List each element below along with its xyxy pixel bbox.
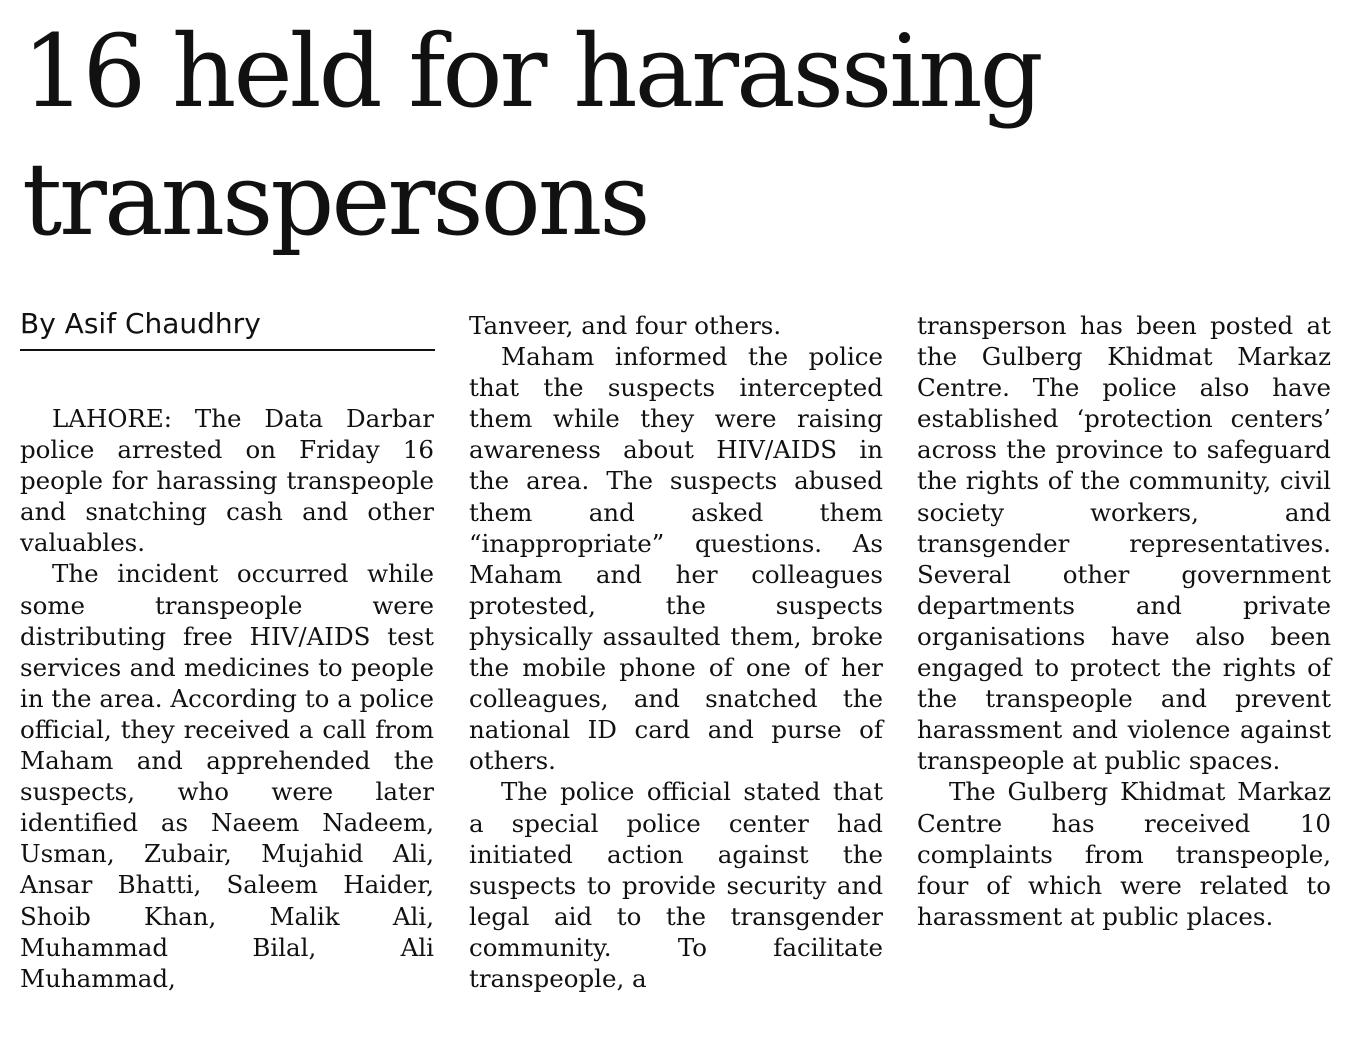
paragraph: The Gulberg Khidmat Markaz Centre has received 10 complaints from transpeople, four of which were related to harassment at public places.	[917, 777, 1331, 931]
paragraph: Maham informed the police that the suspects intercepted them while they were raising awareness about HIV/AIDS in the area. The suspects abused them and asked them “inappropriate” questions. As Maham and her colleagues protested, the suspects physically assaulted them, broke the mobile phone of one of her colleagues, and snatched the national ID card and purse of others.	[469, 342, 883, 776]
paragraph: The police official stated that a special police center had initiated action against the suspects to provide security and legal aid to the transgender community. To facilitate transpeople, a	[469, 777, 883, 993]
paragraph-continued: transperson has been posted at the Gulberg Khidmat Markaz Centre. The police also have established ‘protection centers’ across the province to safeguard the rights of the community, civil society workers, and transgender representatives. Several other government departments and private organisations have also been engaged to protect the rights of the transpeople and prevent harassment and violence against transpeople at public spaces.	[917, 311, 1331, 776]
byline: By Asif Chaudhry	[20, 305, 435, 351]
article-column-1	[20, 403, 434, 994]
paragraph-continued: Tanveer, and four others.	[469, 311, 782, 340]
headline: 16 held for harassing transpersons	[22, 13, 1041, 258]
article-column-3	[917, 310, 1331, 932]
paragraph: The incident occurred while some transpeople were distributing free HIV/AIDS test services and medicines to people in the area. According to a police official, they received a call from Maham and apprehended the suspects, who were later identified as Naeem Nadeem, Usman, Zubair, Mujahid Ali, Ansar Bhatti, Saleem Haider, Shoib Khan, Malik Ali, Muhammad Bilal, Ali Muhammad,	[20, 559, 434, 993]
paragraph: LAHORE: The Data Darbar police arrested on Friday 16 people for harassing transpeople and snatching cash and other valuables.	[20, 404, 434, 558]
article-column-2	[469, 310, 883, 994]
